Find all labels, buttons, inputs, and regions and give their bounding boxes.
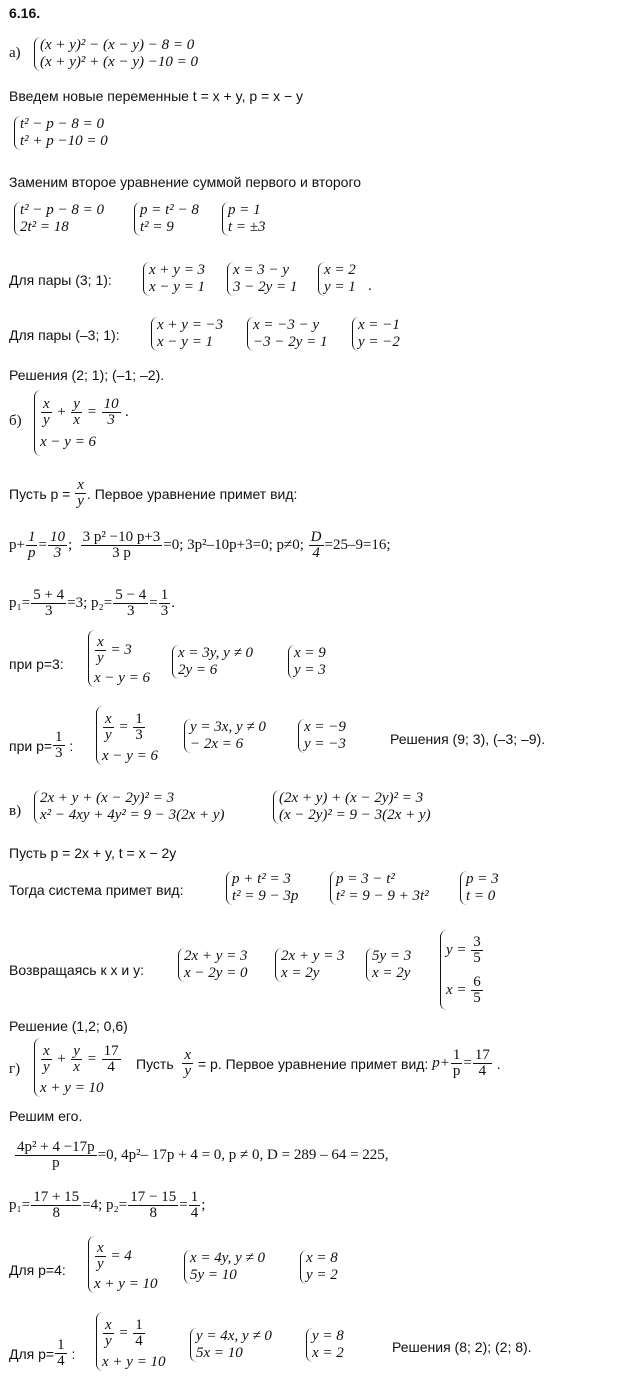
answer-a: Решения (2; 1); (–1; –2). bbox=[9, 367, 165, 383]
p13-label: при p= $\frac{1}{3}$ : bbox=[9, 729, 74, 761]
p4-label: Для p=4: bbox=[9, 1262, 66, 1278]
system-c4: p = 3 − t² t² = 9 − 9 + 3t² bbox=[330, 871, 429, 905]
system-c9: y = $\frac{3}{5}$ x = $\frac{6}{5}$ bbox=[440, 930, 484, 1010]
problem-number: 6.16. bbox=[9, 5, 41, 21]
system-p4-1: $\frac{x}{y}$ = 4 x + y = 10 bbox=[88, 1236, 158, 1293]
let-c: Пусть p = 2x + y, t = x − 2y bbox=[9, 845, 177, 861]
solve-d: Решим его. bbox=[9, 1108, 83, 1124]
system-p14-3: y = 8 x = 2 bbox=[306, 1328, 344, 1362]
system-p13-1: $\frac{x}{y}$ = $\frac{1}{3}$ x − y = 6 bbox=[96, 706, 158, 765]
b-roots-line: p₁= $\frac{5 + 4}{3}$ =3; p₂= $\frac{5 - 4}{3}$ = $\frac{1}{3}$ . bbox=[9, 587, 175, 619]
system-c7: 2x + y = 3 x = 2y bbox=[275, 948, 345, 982]
d-equation-line: $\frac{\text{4p² + 4 −17p}}{p}$ =0, 4p²– 17p + 4 = 0, p ≠ 0, D = 289 – 64 = 225, bbox=[17, 1139, 389, 1171]
system-p13-2: y = 3x, y ≠ 0 − 2x = 6 bbox=[184, 719, 266, 753]
system-p14-2: y = 4x, y ≠ 0 5x = 10 bbox=[190, 1328, 272, 1362]
system-a2: t² − p − 8 = 0 t² + p −10 = 0 bbox=[14, 116, 108, 150]
answer-b: Решения (9; 3), (–3; –9). bbox=[390, 731, 546, 747]
pair2-label: Для пары (–3; 1): bbox=[9, 327, 120, 343]
system-b1: x y + y x = 10 3 . x − y = 6 bbox=[34, 390, 129, 456]
system-pair2-3: x = −1 y = −2 bbox=[352, 317, 400, 351]
system-a1: (x + y)² − (x − y) − 8 = 0 (x + y)² + (x − y) −10 = 0 bbox=[34, 37, 198, 71]
system-p14-1: $\frac{x}{y}$ = $\frac{1}{4}$ x + y = 10 bbox=[96, 1312, 166, 1371]
b-equation-line: p+ $\frac{1}{p}$ = $\frac{10}{3}$ ; $\frac{\text{3 p² −10 p+3}}{3 p}$ =0; 3p²–10p+3=0; p≠0; $\frac{D}{4}$ =25–9=16; bbox=[9, 529, 391, 561]
system-d1: x y + y x = 17 4 x + y = 10 bbox=[34, 1038, 122, 1097]
system-a5: p = 1 t = ±3 bbox=[222, 202, 266, 236]
system-c1: 2x + y + (x − 2y)² = 3 x² − 4xy + 4y² = 9 − 3(2x + y) bbox=[34, 790, 225, 824]
system-c6: 2x + y = 3 x − 2y = 0 bbox=[178, 948, 248, 982]
pair1-label: Для пары (3; 1): bbox=[9, 272, 112, 288]
system-pair2-1: x + y = −3 x − y = 1 bbox=[151, 317, 223, 351]
back-c: Возвращаясь к x и y: bbox=[9, 962, 144, 978]
system-c3: p + t² = 3 t² = 9 − 3p bbox=[226, 871, 298, 905]
let-p-b: Пусть p = $\frac{x}{y}$ . Первое уравнение примет вид: bbox=[9, 477, 298, 509]
system-p3-3: x = 9 y = 3 bbox=[288, 645, 326, 679]
system-p4-2: x = 4y, y ≠ 0 5y = 10 bbox=[184, 1250, 265, 1284]
system-pair2-2: x = −3 − y −3 − 2y = 1 bbox=[247, 317, 328, 351]
system-c2: (2x + y) + (x − 2y)² = 3 (x − 2y)² = 9 − 3(2x + y) bbox=[273, 790, 431, 824]
system-p3-2: x = 3y, y ≠ 0 2y = 6 bbox=[172, 645, 253, 679]
part-b-label: б) bbox=[9, 413, 22, 429]
let-d: Пусть $\frac{x}{y}$ = p. Первое уравнение примет вид: p+ $\frac{1}{p}$ = $\frac{17}{4}$ . bbox=[136, 1047, 501, 1079]
system-p4-3: x = 8 y = 2 bbox=[300, 1250, 338, 1284]
system-p3-1: $\frac{x}{y}$ = 3 x − y = 6 bbox=[88, 630, 150, 687]
system-pair1-1: x + y = 3 x − y = 1 bbox=[143, 262, 205, 296]
system-pair1-3: x = 2 y = 1 bbox=[318, 262, 356, 296]
answer-d: Решения (8; 2); (2; 8). bbox=[392, 1339, 532, 1355]
d-roots-line: p₁= $\frac{17 + 15}{8}$ =4; p₂= $\frac{17 - 15}{8}$ = $\frac{1}{4}$ ; bbox=[9, 1189, 206, 1221]
system-a4: p = t² − 8 t² = 9 bbox=[134, 202, 199, 236]
intro-text: Введем новые переменные t = x + y, p = x − y bbox=[9, 88, 304, 104]
answer-c: Решение (1,2; 0,6) bbox=[9, 1018, 128, 1034]
system-pair1-2: x = 3 − y 3 − 2y = 1 bbox=[227, 262, 297, 296]
part-c-label: в) bbox=[9, 803, 22, 819]
replace-text: Заменим второе уравнение суммой первого и второго bbox=[9, 174, 362, 190]
p3-label: при p=3: bbox=[9, 656, 64, 672]
p14-label: Для p= $\frac{1}{4}$ : bbox=[9, 1337, 76, 1369]
then-c: Тогда система примет вид: bbox=[9, 882, 184, 898]
system-c8: 5y = 3 x = 2y bbox=[366, 948, 411, 982]
system-c5: p = 3 t = 0 bbox=[460, 871, 499, 905]
system-p13-3: x = −9 y = −3 bbox=[298, 719, 346, 753]
part-d-label: г) bbox=[9, 1061, 21, 1077]
system-a3: t² − p − 8 = 0 2t² = 18 bbox=[14, 202, 104, 236]
part-a-label: а) bbox=[9, 45, 21, 61]
